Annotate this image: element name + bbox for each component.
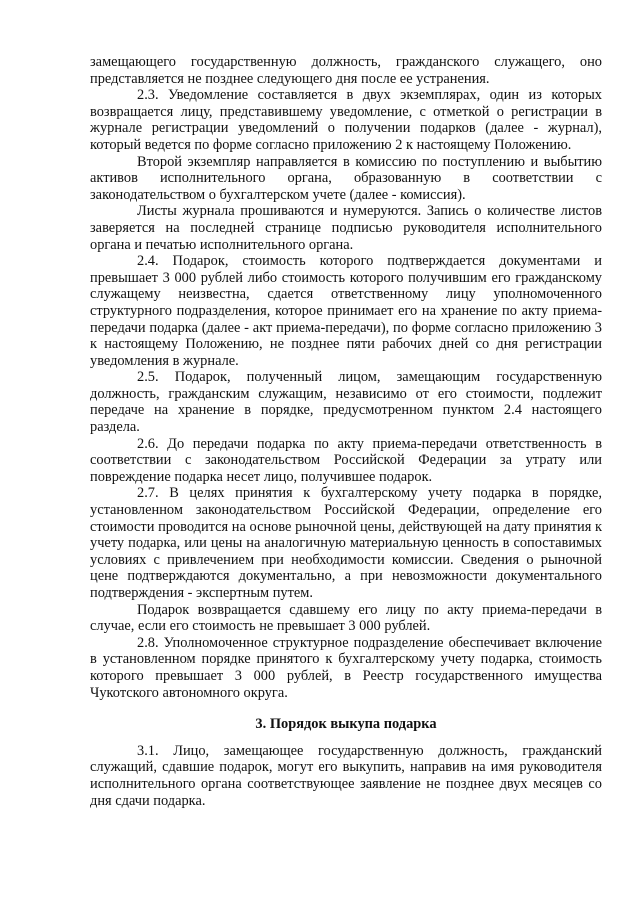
paragraph-2-6: 2.6. До передачи подарка по акту приема-передачи ответственность в соответствии с законодательством Российской Федерации за утрату или повреждение подарка несет лицо, получившее подарок. <box>90 435 602 485</box>
paragraph-continuation: замещающего государственную должность, гражданского служащего, оно представляется не позднее следующего дня после ее устранения. <box>90 54 602 87</box>
paragraph-2-5: 2.5. Подарок, полученный лицом, замещающим государственную должность, гражданским служащим, независимо от его стоимости, подлежит передаче на хранение в порядке, предусмотренном пунктом 2.4 настоящего раздела. <box>90 369 602 436</box>
paragraph-journal-sheets: Листы журнала прошиваются и нумеруются. Запись о количестве листов заверяется на последней странице подписью руководителя исполнительного органа и печатью исполнительного органа. <box>90 203 602 253</box>
paragraph-second-copy: Второй экземпляр направляется в комиссию по поступлению и выбытию активов исполнительного органа, образованную в соответствии с законодательством о бухгалтерском учете (далее - комиссия). <box>90 153 602 203</box>
paragraph-3-1: 3.1. Лицо, замещающее государственную должность, гражданский служащий, сдавшие подарок, могут его выкупить, направив на имя руководителя исполнительного органа соответствующее заявление не позднее двух месяцев со дня сдачи подарка. <box>90 742 602 809</box>
paragraph-2-8: 2.8. Уполномоченное структурное подразделение обеспечивает включение в установленном порядке принятого к бухгалтерскому учету подарка, стоимость которого превышает 3 000 рублей, в Реестр государственного имущества Чукотского автономного округа. <box>90 634 602 701</box>
paragraph-gift-return: Подарок возвращается сдавшему его лицу по акту приема-передачи в случае, если его стоимость не превышает 3 000 рублей. <box>90 601 602 635</box>
paragraph-2-4: 2.4. Подарок, стоимость которого подтверждается документами и превышает 3 000 рублей либо стоимость которого получившим его гражданскому служащему неизвестна, сдается ответственному лицу уполномоченного структурного подразделения, которое принимает его на хранение по акту приема-передачи подарка (далее - акт приема-передачи), по форме согласно приложению 3 к настоящему Положению, не позднее пяти рабочих дней со дня регистрации уведомления в журнале. <box>90 253 602 369</box>
paragraph-2-7: 2.7. В целях принятия к бухгалтерскому учету подарка в порядке, установленном законодательством Российской Федерации, определение его стоимости проводится на основе рыночной цены, действующей на дату принятия к учету подарка, или цены на аналогичную материальную ценность в сопоставимых условиях с привлечением при необходимости комиссии. Сведения о рыночной цене подтверждаются документально, а при невозможности документального подтверждения - экспертным путем. <box>90 485 602 601</box>
paragraph-2-3: 2.3. Уведомление составляется в двух экземплярах, один из которых возвращается лицу, представившему уведомление, с отметкой о регистрации в журнале регистрации уведомлений о получении подарков (далее - журнал), который ведется по форме согласно приложению 2 к настоящему Положению. <box>90 87 602 153</box>
document-page <box>90 54 602 809</box>
section-heading: 3. Порядок выкупа подарка <box>255 716 437 733</box>
